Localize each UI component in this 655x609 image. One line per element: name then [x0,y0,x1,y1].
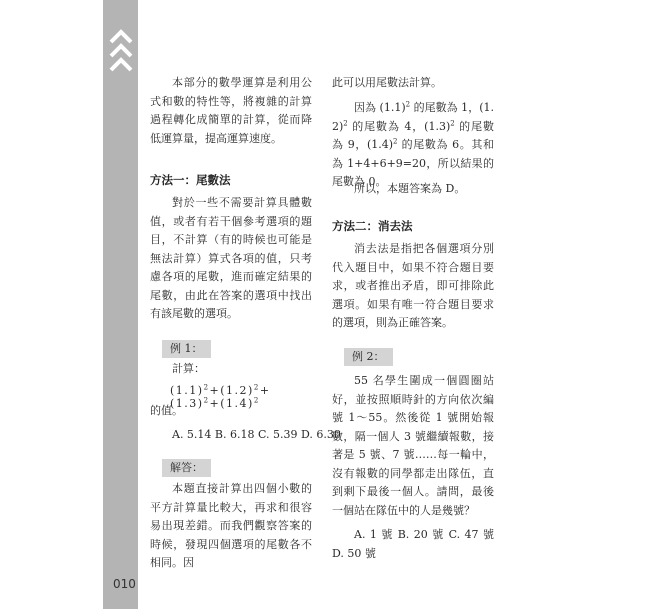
example2-label: 例 2： [344,348,393,366]
example1-options: A. 5.14 B. 6.18 C. 5.39 D. 6.30 [172,428,341,441]
chevron-up-icon [109,28,133,76]
example1-label: 例 1： [162,340,211,358]
continued-paragraph: 此可以用尾數法計算。 [332,76,442,89]
example1-expression: $(1.1)^2+(1.2)^2+(1.3)^2+(1.4)^2$ [170,383,271,410]
method2-heading: 方法二：消去法 [332,219,413,233]
solution-label: 解答： [162,459,211,477]
intro-paragraph: 本部分的數學運算是利用公式和數的特性等，將複雜的計算過程轉化成簡單的計算，從而降低運算量，提高運算速度。 [150,76,312,145]
method2-paragraph: 消去法是指把各個選項分別代入題目中，如果不符合題目要求，或者推出矛盾，即可排除此選項。如果有唯一符合題目要求的選項，則為正確答案。 [332,242,494,329]
example1-compute: 計算： [172,362,205,375]
method1-paragraph: 對於一些不需要計算具體數值，或者有若干個參考選項的題目，不計算（有的時候也可能是無法計算）算式各項的值，只考慮各項的尾數，進而確定結果的尾數，由此在答案的選項中找出有該尾數的選項。 [150,196,312,320]
answer-paragraph: 所以，本題答案為 D。 [354,182,466,195]
page-number: 010 [113,577,136,591]
solution-paragraph: 本題直接計算出四個小數的平方計算量比較大，再求和很容易出現差錯。而我們觀察答案的時候，發現四個選項的尾數各不相同。因 [150,482,312,569]
example2-paragraph: 55 名學生圍成一個圓圈站好，並按照順時針的方向依次編號 1～55。然後從 1 號開始報數，隔一個人 3 號繼續報數，接著是 5 號、7 號……每一輪中，沒有報數的同學都走出隊伍，直到剩下最後一個人。請問，最後一個站在隊伍中的人是幾號？ [332,374,494,517]
sidebar-strip [103,0,138,609]
because-paragraph: 因為 $(1.1)^2$ 的尾數為 1，$(1.2)^2$ 的尾數為 4，$(1.3)^2$ 的尾數為 9，$(1.4)^2$ 的尾數為 6。其和為 1+4+6+9=20，所以結果的尾數為 0。 [332,100,494,188]
method1-heading: 方法一：尾數法 [150,173,231,187]
example1-value-text: 的值。 [150,404,183,417]
example2-options: A. 1 號 B. 20 號 C. 47 號 D. 50 號 [332,528,494,560]
